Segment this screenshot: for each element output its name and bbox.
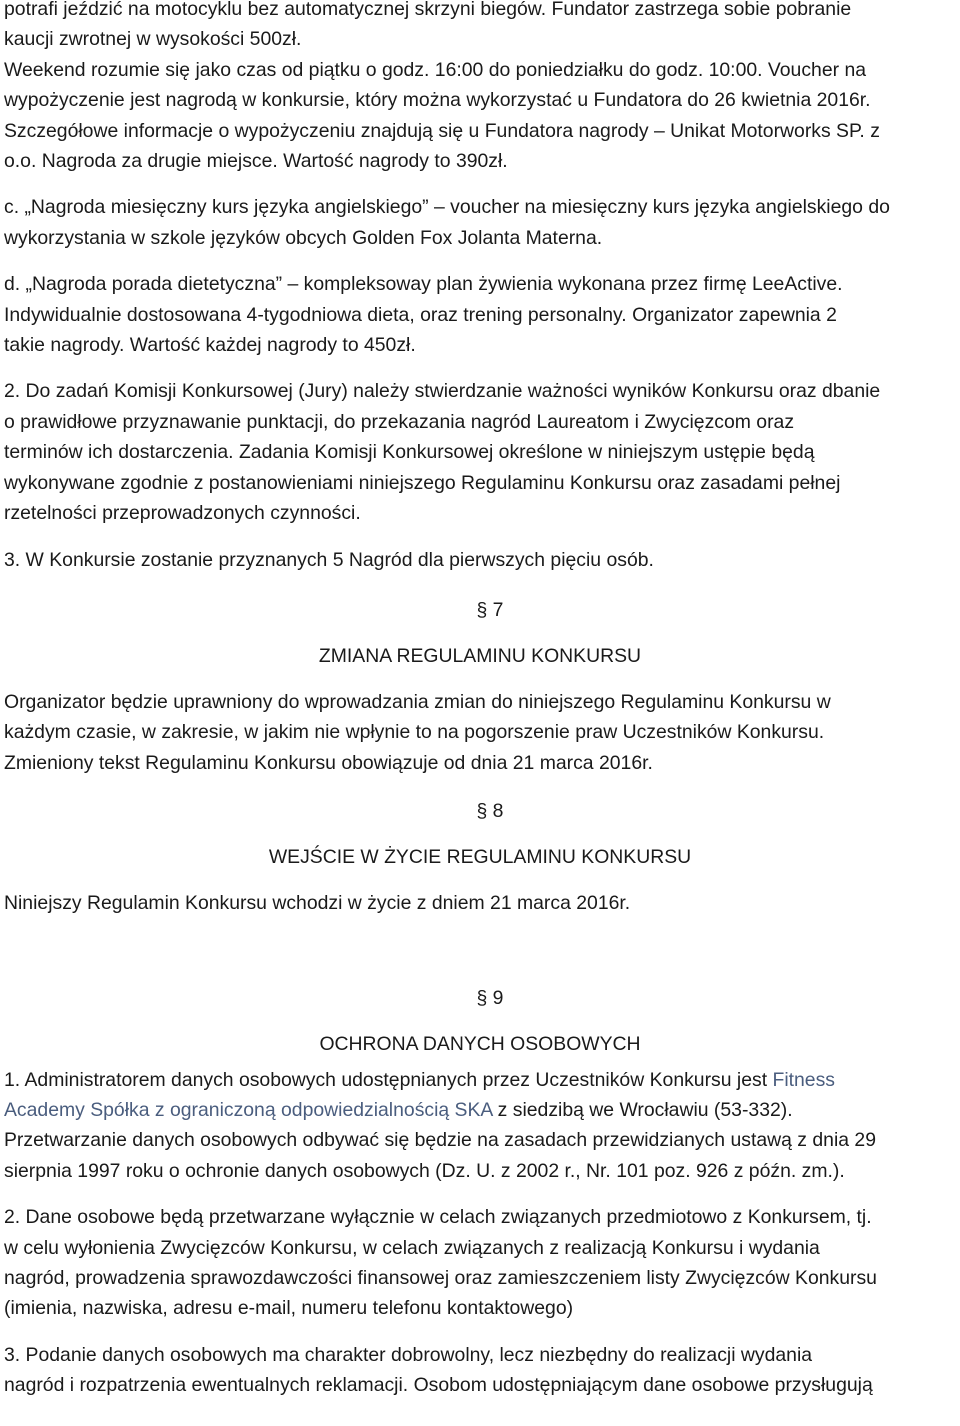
text-line: sierpnia 1997 roku o ochronie danych osobowych (Dz. U. z 2002 r., Nr. 101 poz. 926 z późn. zm.). (4, 1159, 845, 1182)
prizes-count-paragraph (4, 545, 956, 575)
prize-details-paragraph (4, 0, 956, 176)
text-line: potrafi jeździć na motocyklu bez automatycznej skrzyni biegów. Fundator zastrzega sobie pobranie (4, 0, 852, 20)
text-line: w celu wyłonienia Zwycięzców Konkursu, w celach związanych z realizacją Konkursu i wydania (4, 1236, 820, 1259)
jury-paragraph (4, 376, 956, 528)
section-9-sign: § 9 (476, 986, 504, 1009)
data-voluntary-paragraph (4, 1340, 956, 1401)
data-administrator-paragraph (4, 1065, 956, 1187)
section-7-title: ZMIANA REGULAMINU KONKURSU (318, 644, 642, 667)
section-8-title: WEJŚCIE W ŻYCIE REGULAMINU KONKURSU (268, 846, 692, 869)
text-line: takie nagrody. Wartość każdej nagrody to 450zł. (4, 334, 416, 357)
text-line: o prawidłowe przyznawanie punktacji, do przekazania nagród Laureatom i Zwycięzcom oraz (4, 410, 795, 433)
text-line: Niniejszy Regulamin Konkursu wchodzi w życie z dniem 21 marca 2016r. (4, 892, 631, 915)
text-line (4, 1065, 956, 1095)
text-line (4, 1095, 956, 1125)
text-line: każdym czasie, w zakresie, w jakim nie wpłynie to na pogorszenie praw Uczestników Konkursu. (4, 721, 825, 744)
text-segment: 1. Administratorem danych osobowych udostępnianych przez Uczestników Konkursu jest (4, 1068, 773, 1091)
text-line: nagród, prowadzenia sprawozdawczości finansowej oraz zamieszczeniem listy Zwycięzców Konkursu (4, 1266, 877, 1289)
text-line: 2. Dane osobowe będą przetwarzane wyłącznie w celach związanych przedmiotowo z Konkursem, tj. (4, 1206, 872, 1229)
text-line: 3. Podanie danych osobowych ma charakter dobrowolny, lecz niezbędny do realizacji wydania (4, 1343, 813, 1366)
prize-c-paragraph (4, 192, 956, 253)
text-line: Weekend rozumie się jako czas od piątku o godz. 16:00 do poniedziałku do godz. 10:00. Voucher na (4, 58, 867, 81)
text-line: wypożyczenie jest nagrodą w konkursie, który można wykorzystać u Fundatora do 26 kwietnia 2016r. (4, 89, 871, 112)
text-line: Przetwarzanie danych osobowych odbywać się będzie na zasadach przewidzianych ustawą z dnia 29 (4, 1129, 877, 1152)
text-line: Indywidualnie dostosowana 4-tygodniowa dieta, oraz trening personalny. Organizator zapewnia 2 (4, 303, 837, 326)
section-7-body (4, 687, 956, 778)
data-purpose-paragraph (4, 1202, 956, 1324)
text-line: Organizator będzie uprawniony do wprowadzania zmian do niniejszego Regulaminu Konkursu w (4, 690, 831, 713)
text-line: wykonywane zgodnie z postanowieniami niniejszego Regulaminu Konkursu oraz zasadami pełnej (4, 471, 841, 494)
section-8-body (4, 888, 956, 918)
text-segment: z siedzibą we Wrocławiu (53-332). (492, 1098, 793, 1121)
text-line: 3. W Konkursie zostanie przyznanych 5 Nagród dla pierwszych pięciu osób. (4, 548, 654, 571)
text-line: 2. Do zadań Komisji Konkursowej (Jury) należy stwierdzanie ważności wyników Konkursu oraz dbanie (4, 380, 881, 403)
company-name-link: Fitness (772, 1068, 835, 1091)
text-line: terminów ich dostarczenia. Zadania Komisji Konkursowej określone w niniejszym ustępie będą (4, 441, 815, 464)
text-line: rzetelności przeprowadzonych czynności. (4, 502, 361, 525)
text-line: Zmieniony tekst Regulaminu Konkursu obowiązuje od dnia 21 marca 2016r. (4, 751, 653, 774)
prize-d-paragraph (4, 269, 956, 360)
text-line: c. „Nagroda miesięczny kurs języka angielskiego” – voucher na miesięczny kurs języka angielskiego do (4, 196, 890, 219)
document-page (4, 0, 956, 1401)
section-7-sign: § 7 (476, 598, 504, 621)
text-line: kaucji zwrotnej w wysokości 500zł. (4, 28, 302, 51)
section-8-sign: § 8 (476, 800, 504, 823)
text-line: Szczegółowe informacje o wypożyczeniu znajdują się u Fundatora nagrody – Unikat Motorworks SP. z (4, 119, 880, 142)
text-line: (imienia, nazwiska, adresu e-mail, numeru telefonu kontaktowego) (4, 1297, 574, 1320)
text-line: d. „Nagroda porada dietetyczna” – kompleksoway plan żywienia wykonana przez firmę LeeActive. (4, 273, 843, 296)
section-9-title: OCHRONA DANYCH OSOBOWYCH (319, 1032, 641, 1055)
text-line: nagród i rozpatrzenia ewentualnych reklamacji. Osobom udostępniającym dane osobowe przysługują (4, 1374, 873, 1397)
text-line: o.o. Nagroda za drugie miejsce. Wartość nagrody to 390zł. (4, 150, 508, 173)
text-line: wykorzystania w szkole języków obcych Golden Fox Jolanta Materna. (4, 226, 603, 249)
company-name-link: Academy Spółka z ograniczoną odpowiedzialnością SKA (4, 1098, 493, 1121)
